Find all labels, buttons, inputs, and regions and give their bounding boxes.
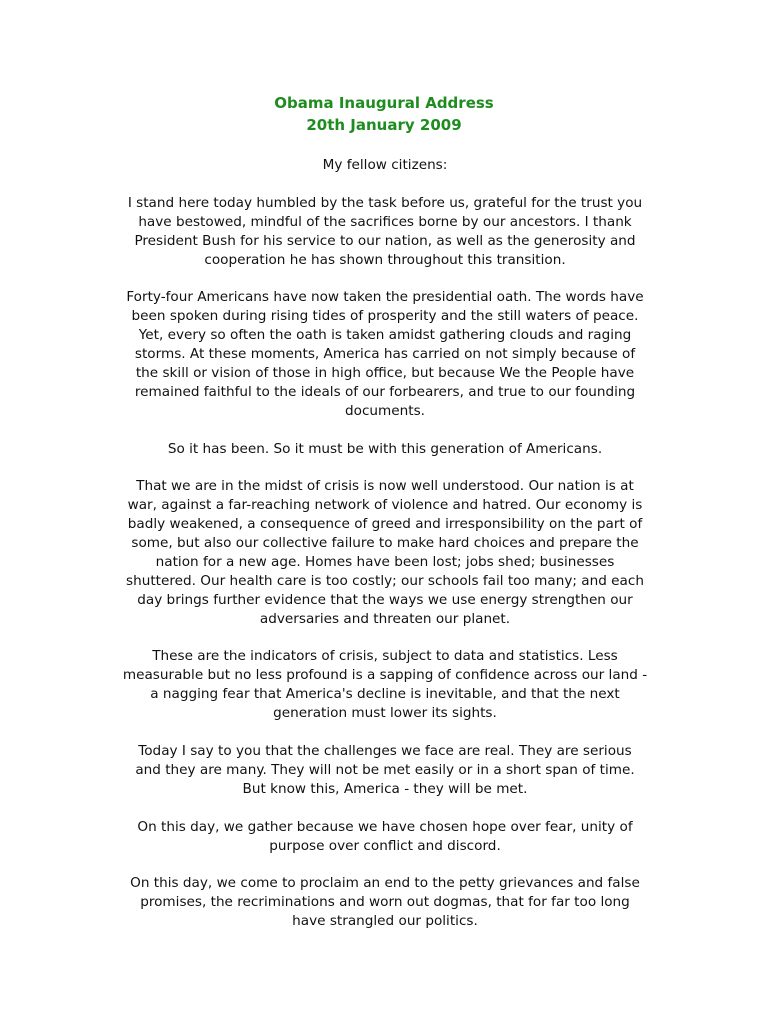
- paragraph-challenges: [88, 742, 682, 799]
- text-line: have strangled our politics.: [292, 913, 478, 930]
- text-line: some, but also our collective failure to make hard choices and prepare the: [131, 535, 639, 552]
- text-line: That we are in the midst of crisis is now well understood. Our nation is at: [136, 478, 634, 495]
- text-line: documents.: [345, 402, 425, 419]
- text-line: badly weakened, a consequence of greed and irresponsibility on the part of: [127, 516, 643, 533]
- text-line: remained faithful to the ideals of our forbearers, and true to our founding: [134, 383, 636, 400]
- paragraph-hope: [88, 818, 682, 856]
- text-line: have bestowed, mindful of the sacrifices borne by our ancestors. I thank: [138, 213, 632, 230]
- text-line: Yet, every so often the oath is taken amidst gathering clouds and raging: [138, 327, 632, 344]
- paragraph-humbled: [88, 194, 682, 270]
- paragraph-generation: [88, 440, 682, 459]
- paragraph-proclaim: [88, 874, 682, 931]
- text-line: been spoken during rising tides of prosperity and the still waters of peace.: [131, 308, 639, 325]
- text-line: the skill or vision of those in high office, but because We the People have: [135, 364, 635, 381]
- text-line: measurable but no less profound is a sapping of confidence across our land -: [122, 667, 648, 684]
- paragraph-indicators: [88, 647, 682, 723]
- text-line: But know this, America - they will be met.: [242, 780, 528, 797]
- text-line: promises, the recriminations and worn out dogmas, that for far too long: [140, 894, 630, 911]
- text-line: storms. At these moments, America has carried on not simply because of: [134, 346, 636, 363]
- text-line: and they are many. They will not be met easily or in a short span of time.: [135, 761, 635, 778]
- text-line: shuttered. Our health care is too costly; our schools fail too many; and each: [126, 572, 644, 589]
- text-line: a nagging fear that America's decline is inevitable, and that the next: [150, 686, 620, 703]
- text-line: war, against a far-reaching network of violence and hatred. Our economy is: [127, 497, 643, 514]
- document-header: [0, 92, 768, 136]
- document-title: Obama Inaugural Address: [274, 94, 494, 112]
- text-line: On this day, we come to proclaim an end to the petty grievances and false: [130, 875, 640, 892]
- text-line: nation for a new age. Homes have been lost; jobs shed; businesses: [155, 553, 615, 570]
- text-line: On this day, we gather because we have chosen hope over fear, unity of: [137, 818, 633, 835]
- document-body: [88, 156, 682, 950]
- paragraph-salutation: [88, 156, 682, 175]
- text-line: My fellow citizens:: [322, 157, 448, 173]
- text-line: Today I say to you that the challenges we face are real. They are serious: [138, 743, 632, 759]
- text-line: President Bush for his service to our nation, as well as the generosity and: [134, 232, 636, 249]
- text-line: So it has been. So it must be with this generation of Americans.: [167, 440, 603, 457]
- text-line: Forty-four Americans have now taken the presidential oath. The words have: [126, 289, 644, 306]
- text-line: These are the indicators of crisis, subject to data and statistics. Less: [152, 648, 618, 665]
- text-line: generation must lower its sights.: [273, 705, 497, 722]
- paragraph-oath: [88, 288, 682, 420]
- text-line: day brings further evidence that the ways we use energy strengthen our: [137, 591, 633, 608]
- document-date: 20th January 2009: [306, 116, 462, 134]
- text-line: adversaries and threaten our planet.: [259, 610, 511, 627]
- text-line: purpose over conflict and discord.: [269, 837, 501, 854]
- paragraph-crisis: [88, 477, 682, 628]
- text-line: I stand here today humbled by the task before us, grateful for the trust you: [127, 194, 643, 211]
- text-line: cooperation he has shown throughout this transition.: [204, 251, 566, 268]
